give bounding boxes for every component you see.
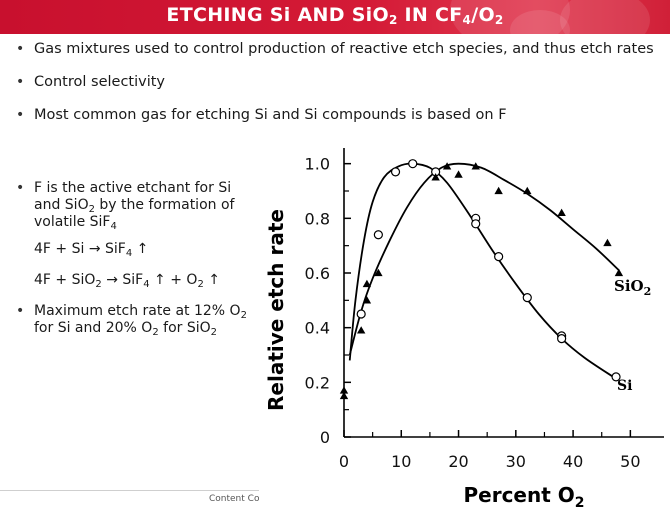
series-label-si: Si (617, 378, 633, 394)
x-tick-label: 0 (338, 452, 350, 471)
y-tick-label: 0.8 (304, 209, 330, 229)
equation-si: 4F + Si → SiF$_4$ ↑ (34, 241, 149, 259)
footer-divider (0, 490, 259, 491)
si-data-point (374, 231, 382, 239)
si-data-point (472, 220, 480, 228)
chart-markers (340, 160, 623, 399)
y-tick-label: 0 (319, 428, 330, 447)
si-data-point (409, 160, 417, 168)
sio2-data-point (523, 187, 531, 194)
sio2-data-point (357, 326, 365, 333)
series-label-sio2: SiO$_2$ (614, 277, 652, 298)
x-axis-title: Percent $O_2$ (463, 483, 585, 507)
si-data-point (392, 168, 400, 176)
si-data-point (495, 253, 503, 261)
sio2-data-point (615, 269, 623, 276)
etch-rate-chart (259, 140, 670, 507)
sio2-data-point (603, 239, 611, 246)
x-tick-label: 20 (448, 452, 469, 471)
bullet-gas-mixtures: • Gas mixtures used to control production of reactive etch species, and thus etch rates (10, 40, 660, 59)
x-tick-label: 40 (562, 452, 584, 471)
bullet-f-active-etchant: • F is the active etchant for Si and SiO$_2$ by the formation of volatile SiF$_4$ (10, 180, 260, 231)
si-curve (350, 164, 613, 377)
y-tick-label: 1.0 (304, 154, 330, 174)
y-tick-label: 0.6 (304, 264, 330, 283)
bullet-maximum-etch-rate: • Maximum etch rate at 12% $O_2$ for Si and 20% $O_2$ for SiO$_2$ (10, 303, 260, 337)
footer-text: Content Co (209, 494, 259, 504)
sio2-data-point (494, 187, 502, 194)
si-data-point (558, 335, 566, 343)
bullet-most-common-gas: • Most common gas for etching Si and Si compounds is based on F (10, 106, 660, 125)
equation-sio2: 4F + SiO$_2$ → SiF$_4$ ↑ + $O_2$ ↑ (34, 272, 221, 290)
slide-title: ETCHING Si AND SiO$_2$ IN $CF_4/O_2$ (166, 4, 504, 27)
y-tick-label: 0.2 (304, 373, 330, 393)
sio2-curve (350, 164, 619, 355)
x-tick-label: 30 (505, 452, 526, 471)
si-data-point (523, 294, 531, 302)
title-bar (0, 0, 670, 34)
y-axis-title: Relative etch rate (264, 209, 288, 411)
chart-curves (350, 164, 619, 377)
sio2-data-point (454, 170, 462, 177)
sio2-data-point (557, 209, 565, 216)
x-tick-label: 10 (391, 452, 412, 471)
y-tick-label: 0.4 (304, 318, 330, 338)
x-tick-label: 50 (620, 452, 641, 471)
chart-panel (259, 140, 670, 507)
si-data-point (357, 310, 365, 318)
left-bullet-column (10, 180, 260, 347)
top-bullet-list (10, 40, 660, 139)
bullet-control-selectivity: • Control selectivity (10, 73, 660, 92)
